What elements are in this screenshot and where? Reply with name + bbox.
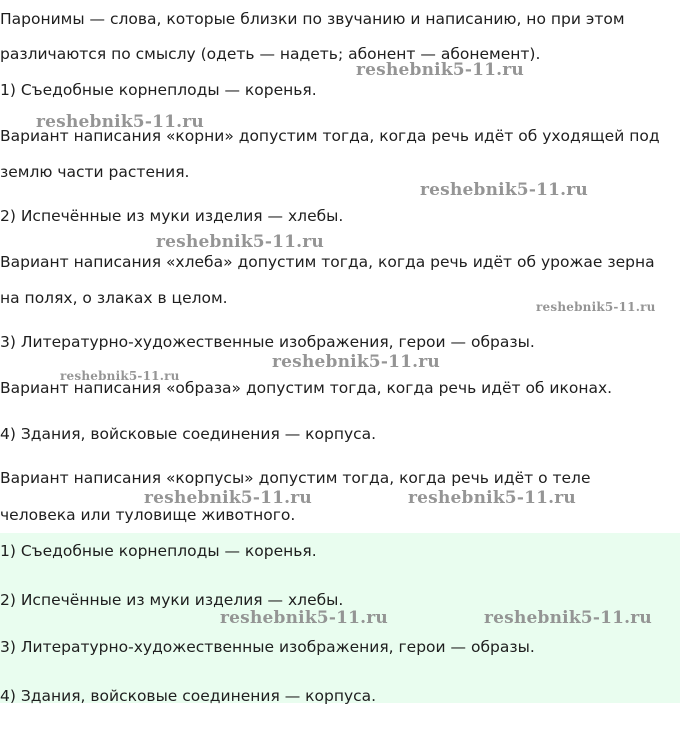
item-2-explanation-line-1: Вариант написания «хлеба» допустим тогда, когда речь идёт об урожае зерна bbox=[0, 253, 655, 271]
item-4-heading: 4) Здания, войсковые соединения — корпуса. bbox=[0, 425, 377, 443]
watermark: reshebnik5-11.ru bbox=[156, 232, 324, 252]
item-2-heading: 2) Испечённые из муки изделия — хлебы. bbox=[0, 207, 344, 225]
item-2-explanation-line-2: на полях, о злаках в целом. bbox=[0, 289, 228, 307]
item-3-explanation-line-1: Вариант написания «образа» допустим тогда, когда речь идёт об иконах. bbox=[0, 379, 613, 397]
watermark: reshebnik5-11.ru bbox=[420, 180, 588, 200]
answer-2: 2) Испечённые из муки изделия — хлебы. bbox=[0, 591, 344, 609]
item-1-explanation-line-2: землю части растения. bbox=[0, 163, 190, 181]
item-1-heading: 1) Съедобные корнеплоды — коренья. bbox=[0, 81, 317, 99]
intro-line-1: Паронимы — слова, которые близки по звучанию и написанию, но при этом bbox=[0, 10, 625, 28]
item-1-explanation-line-1: Вариант написания «корни» допустим тогда, когда речь идёт об уходящей под bbox=[0, 127, 660, 145]
watermark: reshebnik5-11.ru bbox=[36, 112, 204, 132]
watermark: reshebnik5-11.ru bbox=[272, 352, 440, 372]
watermark: reshebnik5-11.ru bbox=[408, 488, 576, 508]
watermark: reshebnik5-11.ru bbox=[536, 300, 656, 314]
answer-1: 1) Съедобные корнеплоды — коренья. bbox=[0, 542, 317, 560]
intro-line-2: различаются по смыслу (одеть — надеть; абонент — абонемент). bbox=[0, 45, 541, 63]
watermark: reshebnik5-11.ru bbox=[356, 60, 524, 80]
watermark: reshebnik5-11.ru bbox=[484, 608, 652, 628]
item-4-explanation-line-1: Вариант написания «корпусы» допустим тогда, когда речь идёт о теле bbox=[0, 469, 591, 487]
watermark: reshebnik5-11.ru bbox=[144, 488, 312, 508]
item-4-explanation-line-2: человека или туловище животного. bbox=[0, 506, 296, 524]
answer-4: 4) Здания, войсковые соединения — корпуса. bbox=[0, 687, 377, 705]
item-3-heading: 3) Литературно-художественные изображения, герои — образы. bbox=[0, 333, 535, 351]
watermark: reshebnik5-11.ru bbox=[60, 369, 180, 383]
answer-3: 3) Литературно-художественные изображения, герои — образы. bbox=[0, 638, 535, 656]
watermark: reshebnik5-11.ru bbox=[220, 608, 388, 628]
